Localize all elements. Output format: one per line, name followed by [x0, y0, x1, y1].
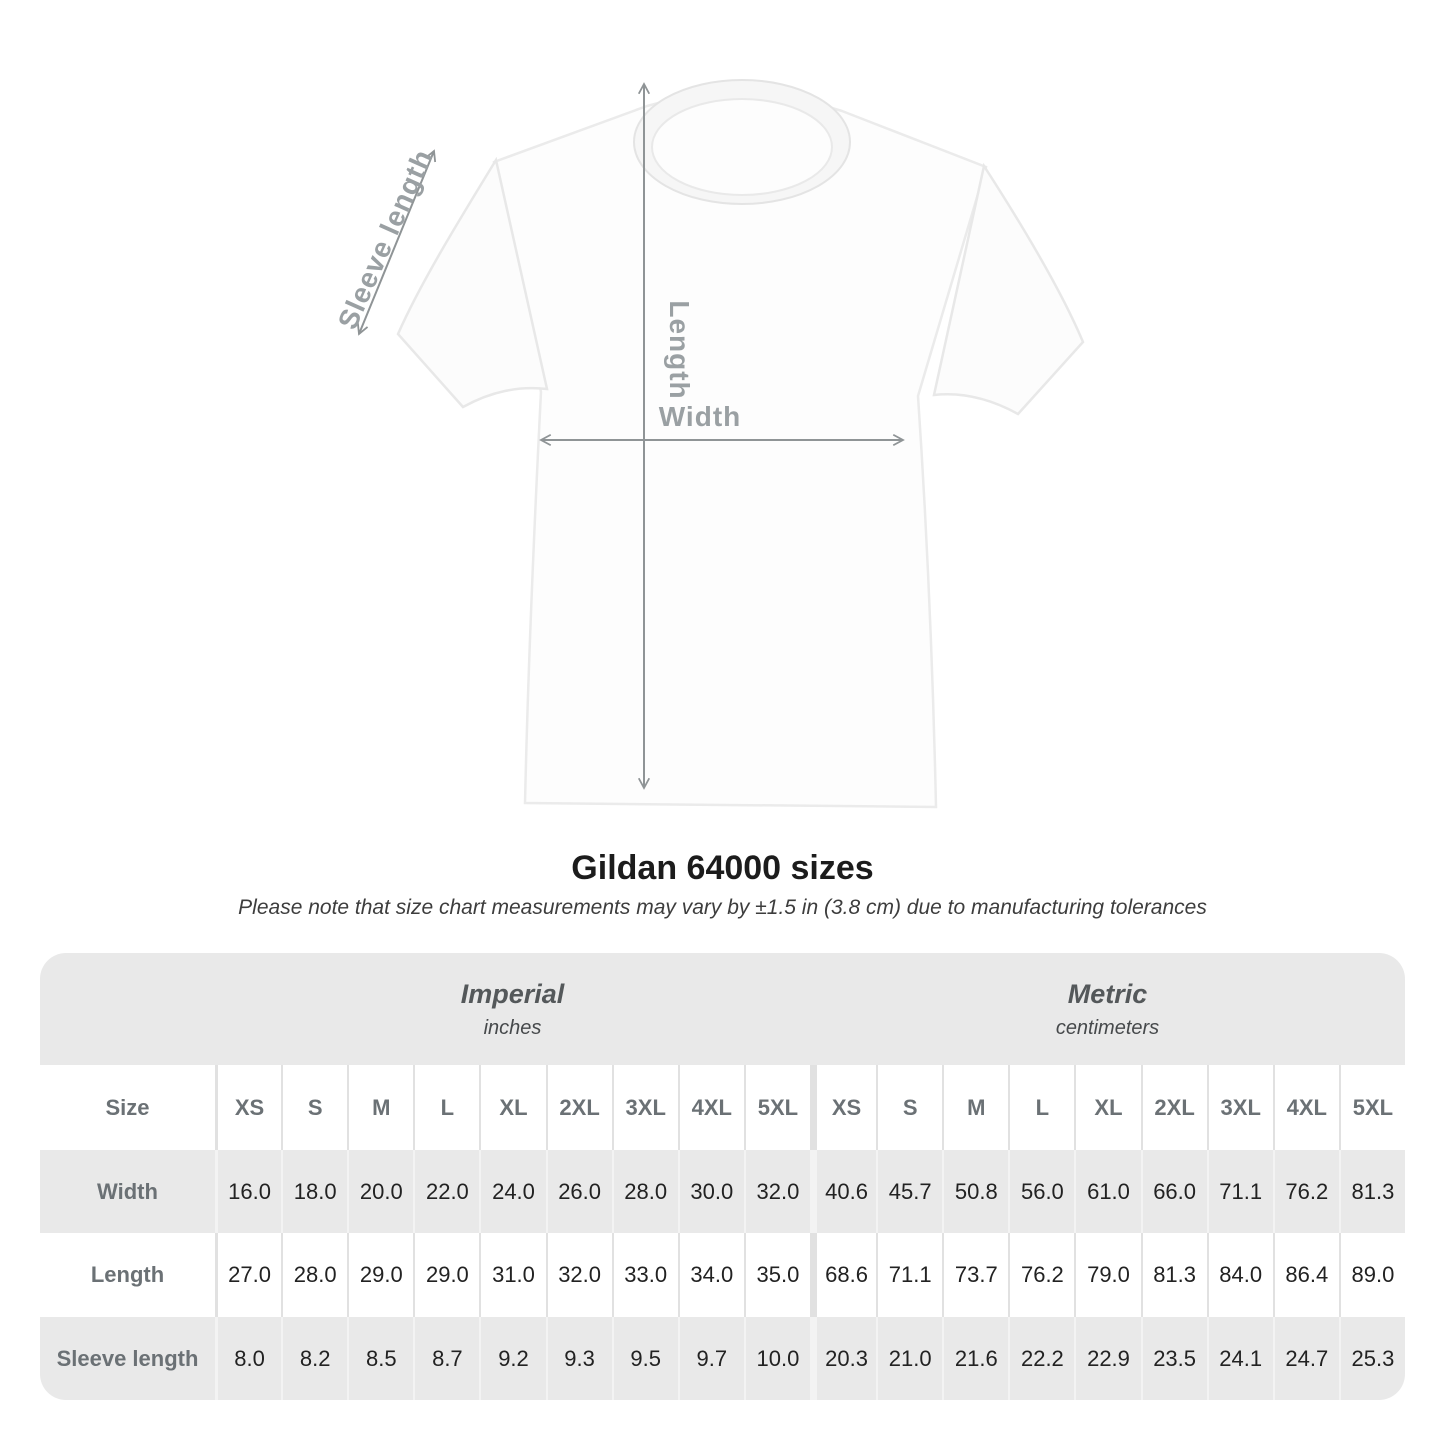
value-cell: 22.2 [1008, 1317, 1074, 1400]
value-cell: 9.3 [546, 1317, 612, 1400]
size-header-cell: XS [215, 1065, 281, 1150]
size-header-cell: 2XL [546, 1065, 612, 1150]
value-cell: 9.5 [612, 1317, 678, 1400]
size-header-cell: 3XL [612, 1065, 678, 1150]
value-cell: 89.0 [1339, 1233, 1405, 1317]
length-label: Length [664, 300, 695, 400]
value-cell: 34.0 [678, 1233, 744, 1317]
value-cell: 18.0 [281, 1150, 347, 1233]
tolerance-note: Please note that size chart measurements may vary by ±1.5 in (3.8 cm) due to manufacturing tolerances [238, 896, 1207, 919]
size-header-cell: S [876, 1065, 942, 1150]
value-cell: 9.7 [678, 1317, 744, 1400]
value-cell: 8.0 [215, 1317, 281, 1400]
size-header-cell: M [347, 1065, 413, 1150]
value-cell: 76.2 [1273, 1150, 1339, 1233]
size-header-cell: XL [1074, 1065, 1140, 1150]
value-cell: 35.0 [744, 1233, 810, 1317]
value-cell: 66.0 [1141, 1150, 1207, 1233]
value-cell: 10.0 [744, 1317, 810, 1400]
size-header-cell: 2XL [1141, 1065, 1207, 1150]
value-cell: 16.0 [215, 1150, 281, 1233]
value-cell: 26.0 [546, 1150, 612, 1233]
value-cell: 28.0 [281, 1233, 347, 1317]
value-cell: 86.4 [1273, 1233, 1339, 1317]
value-cell: 20.0 [347, 1150, 413, 1233]
size-header-cell: S [281, 1065, 347, 1150]
value-cell: 50.8 [942, 1150, 1008, 1233]
imperial-sublabel: inches [483, 1016, 542, 1039]
value-cell: 8.5 [347, 1317, 413, 1400]
value-cell: 31.0 [479, 1233, 545, 1317]
sleeve-length-row [40, 1317, 1405, 1400]
size-header-row [40, 1065, 1405, 1150]
value-cell: 28.0 [612, 1150, 678, 1233]
width-row [40, 1150, 1405, 1233]
length-row [40, 1233, 1405, 1317]
metric-label: Metric [1067, 978, 1148, 1009]
width-label: Width [658, 401, 742, 432]
value-cell: 81.3 [1339, 1150, 1405, 1233]
imperial-group-header [215, 953, 810, 1065]
value-cell: 61.0 [1074, 1150, 1140, 1233]
row-label: Sleeve length [56, 1345, 199, 1371]
value-cell: 27.0 [215, 1233, 281, 1317]
row-label: Length [90, 1262, 165, 1287]
value-cell: 32.0 [546, 1233, 612, 1317]
sleeve-length-label: Sleeve length [331, 144, 439, 334]
size-table [40, 953, 1405, 1400]
value-cell: 30.0 [678, 1150, 744, 1233]
value-cell: 22.0 [413, 1150, 479, 1233]
value-cell: 29.0 [347, 1233, 413, 1317]
band-spacer [40, 953, 215, 1065]
size-header-cell: L [1008, 1065, 1074, 1150]
value-cell: 21.6 [942, 1317, 1008, 1400]
value-cell: 79.0 [1074, 1233, 1140, 1317]
value-cell: 45.7 [876, 1150, 942, 1233]
value-cell: 21.0 [876, 1317, 942, 1400]
value-cell: 84.0 [1207, 1233, 1273, 1317]
metric-group-header [810, 953, 1405, 1065]
value-cell: 81.3 [1141, 1233, 1207, 1317]
value-cell: 56.0 [1008, 1150, 1074, 1233]
value-cell: 25.3 [1339, 1317, 1405, 1400]
size-header-cell: 3XL [1207, 1065, 1273, 1150]
size-column-header: Size [105, 1094, 150, 1120]
value-cell: 33.0 [612, 1233, 678, 1317]
value-cell: 71.1 [876, 1233, 942, 1317]
unit-header-band [40, 953, 1405, 1065]
value-cell: 32.0 [744, 1150, 810, 1233]
size-header-cell: M [942, 1065, 1008, 1150]
size-header-cell: 5XL [744, 1065, 810, 1150]
size-header-cell: 4XL [678, 1065, 744, 1150]
value-cell: 23.5 [1141, 1317, 1207, 1400]
value-cell: 24.1 [1207, 1317, 1273, 1400]
size-header-cell: 5XL [1339, 1065, 1405, 1150]
value-cell: 73.7 [942, 1233, 1008, 1317]
value-cell: 24.0 [479, 1150, 545, 1233]
imperial-label: Imperial [460, 978, 565, 1009]
size-header-cell: L [413, 1065, 479, 1150]
value-cell: 68.6 [810, 1233, 876, 1317]
size-header-cell: 4XL [1273, 1065, 1339, 1150]
value-cell: 76.2 [1008, 1233, 1074, 1317]
value-cell: 71.1 [1207, 1150, 1273, 1233]
value-cell: 20.3 [810, 1317, 876, 1400]
value-cell: 24.7 [1273, 1317, 1339, 1400]
page-title: Gildan 64000 sizes [571, 849, 874, 887]
metric-sublabel: centimeters [1055, 1016, 1160, 1039]
tshirt-illustration [398, 80, 1083, 807]
size-header-cell: XS [810, 1065, 876, 1150]
value-cell: 8.2 [281, 1317, 347, 1400]
value-cell: 22.9 [1074, 1317, 1140, 1400]
value-cell: 8.7 [413, 1317, 479, 1400]
value-cell: 40.6 [810, 1150, 876, 1233]
value-cell: 9.2 [479, 1317, 545, 1400]
size-header-cell: XL [479, 1065, 545, 1150]
value-cell: 29.0 [413, 1233, 479, 1317]
row-label: Width [97, 1178, 158, 1204]
